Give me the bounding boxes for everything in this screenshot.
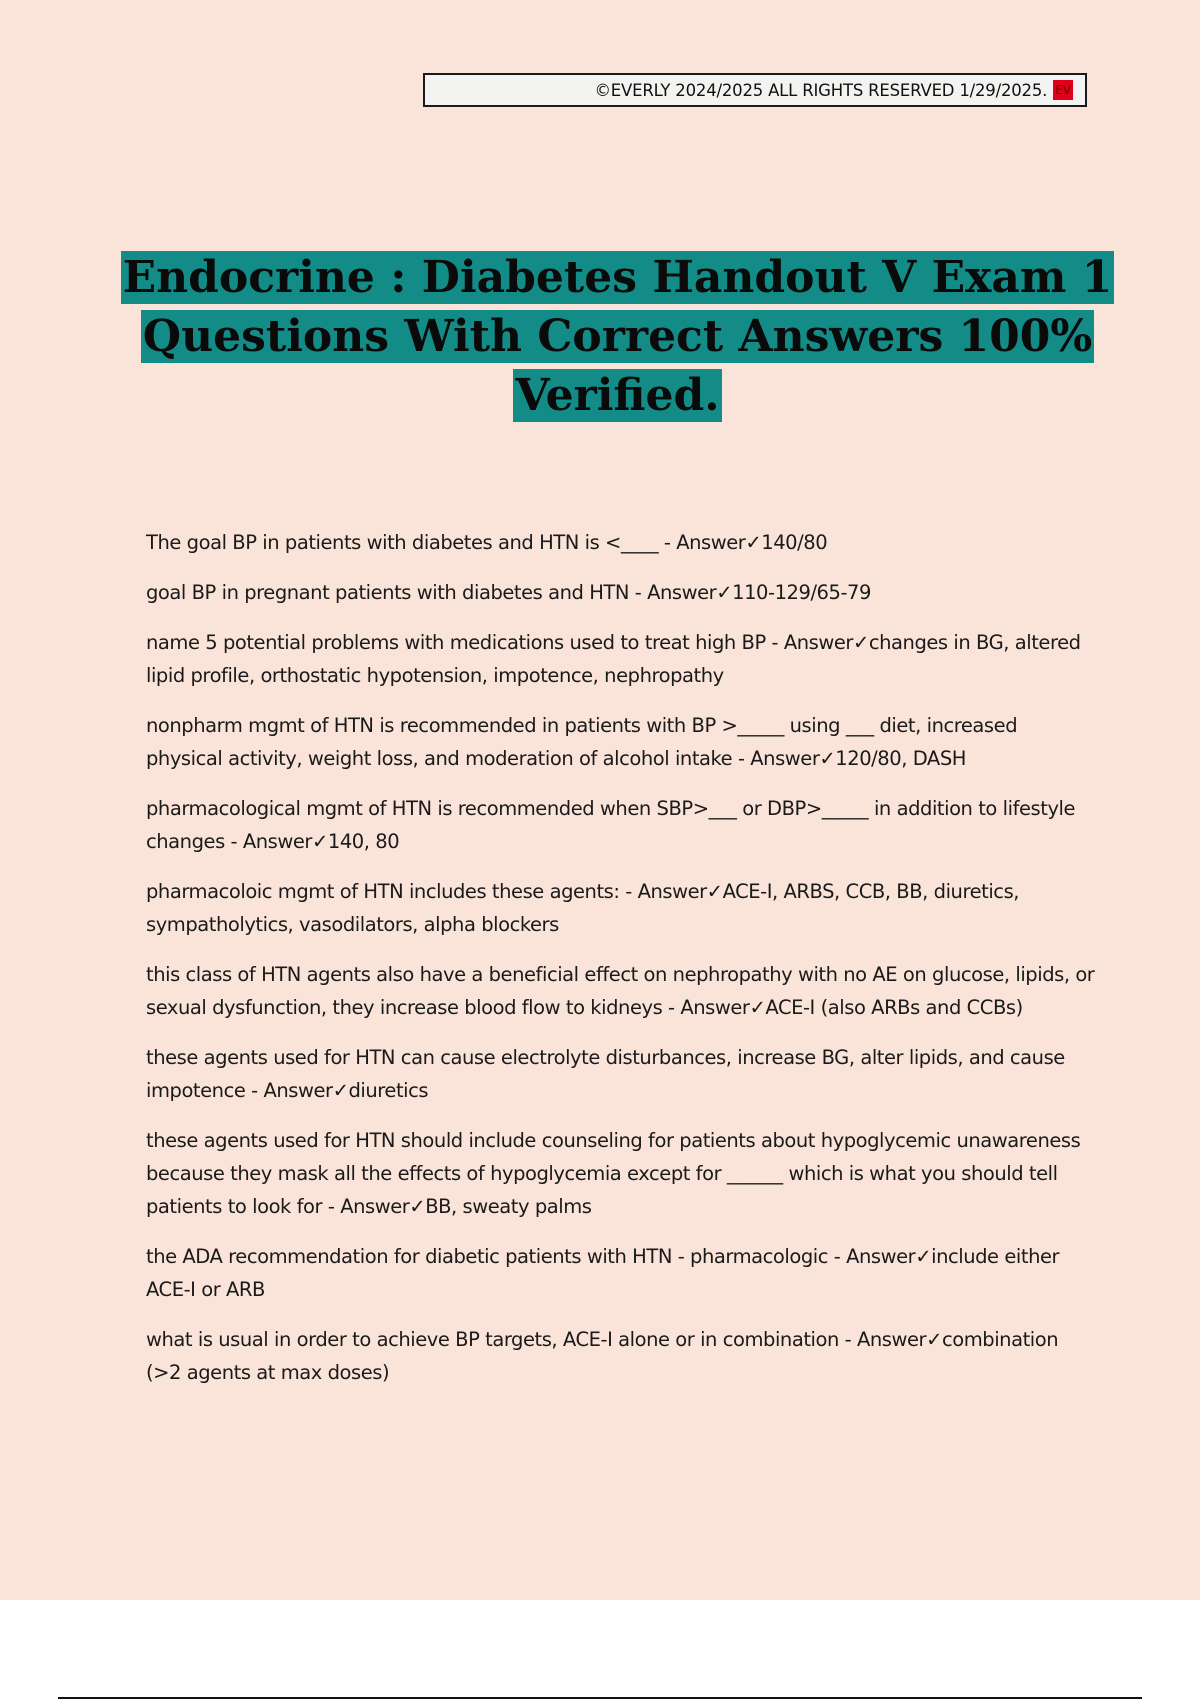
qa-item: The goal BP in patients with diabetes and HTN is <____ - Answer✓140/80 xyxy=(146,531,828,554)
title-line-2: Questions With Correct Answers 100% xyxy=(142,311,1093,362)
footer-divider xyxy=(58,1697,1142,1699)
qa-item: these agents used for HTN should include counseling for patients about hypoglycemic unawareness because they mask all the effects of hypoglycemia except for ______ which is what you should tell patients to look for - Answer✓BB, sweaty palms xyxy=(146,1129,1081,1218)
qa-item: these agents used for HTN can cause electrolyte disturbances, increase BG, alter lipids, and cause impotence - Answer✓diuretics xyxy=(146,1046,1065,1102)
qa-item: this class of HTN agents also have a beneficial effect on nephropathy with no AE on glucose, lipids, or sexual dysfunction, they increase blood flow to kidneys - Answer✓ACE-I (also ARBs and CCBs) xyxy=(146,963,1095,1019)
copyright-header xyxy=(423,73,1087,107)
copyright-text: ©EVERLY 2024/2025 ALL RIGHTS RESERVED 1/29/2025. xyxy=(594,80,1048,100)
qa-item: the ADA recommendation for diabetic patients with HTN - pharmacologic - Answer✓include either ACE-I or ARB xyxy=(146,1245,1060,1301)
title-line-1: Endocrine : Diabetes Handout V Exam 1 xyxy=(122,252,1113,303)
qa-item: goal BP in pregnant patients with diabetes and HTN - Answer✓110-129/65-79 xyxy=(146,581,871,604)
question-answer-list xyxy=(146,526,1096,1406)
qa-item: pharmacological mgmt of HTN is recommended when SBP>___ or DBP>_____ in addition to lifestyle changes - Answer✓140, 80 xyxy=(146,797,1076,853)
brand-badge: EV xyxy=(1053,80,1073,100)
qa-item: what is usual in order to achieve BP targets, ACE-I alone or in combination - Answer✓combination (>2 agents at max doses) xyxy=(146,1328,1059,1384)
qa-item: nonpharm mgmt of HTN is recommended in patients with BP >_____ using ___ diet, increased physical activity, weight loss, and moderation of alcohol intake - Answer✓120/80, DASH xyxy=(146,714,1018,770)
qa-item: pharmacoloic mgmt of HTN includes these agents: - Answer✓ACE-I, ARBS, CCB, BB, diuretics, sympatholytics, vasodilators, alpha blockers xyxy=(146,880,1020,936)
title-line-3: Verified. xyxy=(515,370,720,421)
qa-item: name 5 potential problems with medications used to treat high BP - Answer✓changes in BG, altered lipid profile, orthostatic hypotension, impotence, nephropathy xyxy=(146,631,1081,687)
document-title xyxy=(100,248,1135,425)
